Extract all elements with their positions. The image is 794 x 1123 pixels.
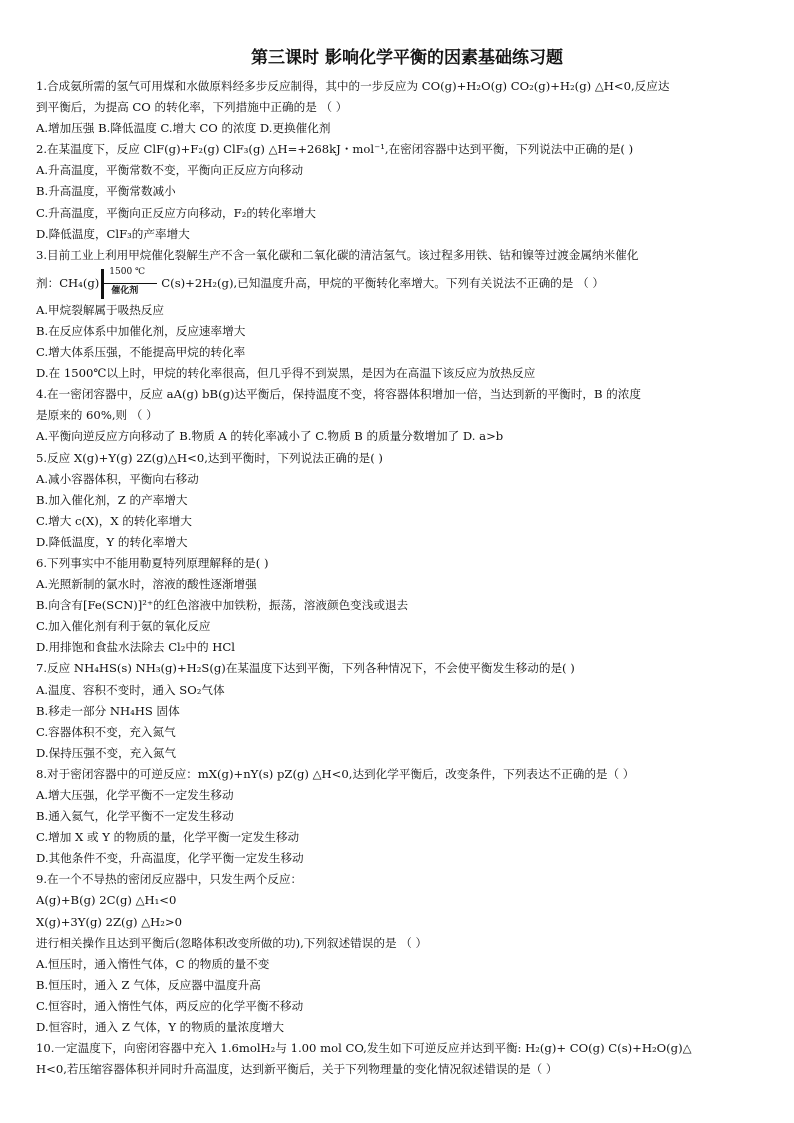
text-line: D.恒容时，通入 Z 气体，Y 的物质的量浓度增大	[36, 1020, 285, 1035]
text-line: X(g)+3Y(g) 2Z(g) △H₂>0	[36, 914, 182, 929]
text-line: C.升高温度，平衡向正反应方向移动，F₂的转化率增大	[36, 205, 316, 220]
text-line: D.保持压强不变，充入氮气	[36, 745, 177, 760]
text-line: 6.下列事实中不能用勒夏特列原理解释的是( )	[36, 555, 269, 570]
text-line: B.在反应体系中加催化剂，反应速率增大	[36, 323, 246, 338]
text-line: A.增加压强 B.降低温度 C.增大 CO 的浓度 D.更换催化剂	[36, 121, 331, 136]
page-title: 第三课时 影响化学平衡的因素基础练习题	[251, 48, 563, 68]
text-line: A.减小容器体积，平衡向右移动	[36, 471, 199, 486]
text-line: 到平衡后，为提高 CO 的转化率，下列措施中正确的是 （ ）	[36, 100, 348, 115]
question-block-1	[36, 76, 778, 266]
question-block-2	[36, 300, 778, 1080]
text-line: H<0,若压缩容器体积并同时升高温度，达到新平衡后，关于下列物理量的变化情况叙述错误的是（ ）	[36, 1062, 558, 1077]
text-line: 进行相关操作且达到平衡后(忽略体积改变所做的功),下列叙述错误的是 （ ）	[36, 935, 428, 950]
text-line: D.用排饱和食盐水法除去 Cl₂中的 HCl	[36, 640, 235, 655]
text-line: C.增大 c(X)，X 的转化率增大	[36, 513, 192, 528]
text-line: 7.反应 NH₄HS(s) NH₃(g)+H₂S(g)在某温度下达到平衡，下列各种情况下，不会使平衡发生移动的是( )	[36, 661, 575, 676]
text-line: 5.反应 X(g)+Y(g) 2Z(g)△H<0,达到平衡时，下列说法正确的是( )	[36, 450, 383, 465]
text-line: 是原来的 60%,则 （ ）	[36, 408, 158, 423]
text-line: A.增大压强，化学平衡不一定发生移动	[36, 788, 234, 802]
text-line: A.平衡向逆反应方向移动了 B.物质 A 的转化率减小了 C.物质 B 的质量分数增加了 D. a>b	[36, 429, 504, 444]
text-line: 9.在一个不导热的密闭反应器中，只发生两个反应：	[36, 872, 303, 887]
text-line: A.恒压时，通入惰性气体，C 的物质的量不变	[36, 956, 270, 971]
text-line: B.升高温度，平衡常数减小	[36, 184, 176, 199]
worksheet-page	[36, 46, 778, 1080]
text-line: B.恒压时，通入 Z 气体，反应器中温度升高	[36, 977, 261, 992]
text-line: A.温度、容积不变时，通入 SO₂气体	[36, 682, 225, 697]
condition-catalyst: 催化剂	[111, 285, 139, 296]
text-line: C.加入催化剂有利于氨的氧化反应	[36, 619, 211, 634]
text-line: 8.对于密闭容器中的可逆反应：mX(g)+nY(s) pZ(g) △H<0,达到化学平衡后，改变条件，下列表达不正确的是（ ）	[36, 766, 635, 781]
text-line: A.升高温度，平衡常数不变，平衡向正反应方向移动	[36, 163, 304, 178]
text-line: C.增大体系压强，不能提高甲烷的转化率	[36, 345, 246, 360]
text-line: C.增加 X 或 Y 的物质的量，化学平衡一定发生移动	[36, 830, 300, 845]
text-line: D.其他条件不变，升高温度，化学平衡一定发生移动	[36, 851, 304, 866]
text-line: 1.合成氨所需的氢气可用煤和水做原料经多步反应制得，其中的一步反应为 CO(g)+H₂O(g) CO₂(g)+H₂(g) △H<0,反应达	[36, 79, 670, 93]
condition-temperature: 1500 ℃	[109, 266, 146, 277]
text-line: B.移走一部分 NH₄HS 固体	[36, 703, 180, 718]
text-line: A.甲烷裂解属于吸热反应	[36, 302, 164, 317]
text-line: B.通入氦气，化学平衡不一定发生移动	[36, 809, 234, 824]
q3-suffix: C(s)+2H₂(g),已知温度升高，甲烷的平衡转化率增大。下列有关说法不正确的是 （ ）	[161, 275, 604, 290]
q3-prefix: 剂：CH₄(g)	[36, 275, 100, 290]
text-line: B.加入催化剂，Z 的产率增大	[36, 492, 188, 507]
question-3-equation-line	[36, 266, 778, 300]
text-line: B.向含有[Fe(SCN)]²⁺的红色溶液中加铁粉，振荡，溶液颜色变浅或退去	[36, 598, 409, 613]
text-line: 2.在某温度下，反应 ClF(g)+F₂(g) ClF₃(g) △H=+268kJ・mol⁻¹,在密闭容器中达到平衡，下列说法中正确的是( )	[36, 142, 634, 157]
text-line: C.容器体积不变，充入氮气	[36, 724, 176, 739]
text-line: 3.目前工业上利用甲烷催化裂解生产不含一氧化碳和二氧化碳的清洁氢气。该过程多用铁、钴和镍等过渡金属纳米催化	[36, 247, 639, 262]
text-line: 10.一定温度下，向密闭容器中充入 1.6molH₂与 1.00 mol CO,发生如下可逆反应并达到平衡: H₂(g)+ CO(g) C(s)+H₂O(g)△	[36, 1041, 692, 1056]
text-line: D.在 1500℃以上时，甲烷的转化率很高，但几乎得不到炭黑，是因为在高温下该反应为放热反应	[36, 366, 536, 381]
text-line: A.光照新制的氯水时，溶液的酸性逐渐增强	[36, 577, 257, 592]
text-line: C.恒容时，通入惰性气体，两反应的化学平衡不移动	[36, 998, 304, 1013]
text-line: D.降低温度，Y 的转化率增大	[36, 534, 188, 549]
text-line: A(g)+B(g) 2C(g) △H₁<0	[36, 893, 177, 908]
text-line: 4.在一密闭容器中，反应 aA(g) bB(g)达平衡后，保持温度不变，将容器体积增加一倍，当达到新的平衡时，B 的浓度	[36, 387, 641, 402]
reaction-condition-arrow	[101, 267, 157, 300]
text-line: D.降低温度，ClF₃的产率增大	[36, 226, 190, 241]
